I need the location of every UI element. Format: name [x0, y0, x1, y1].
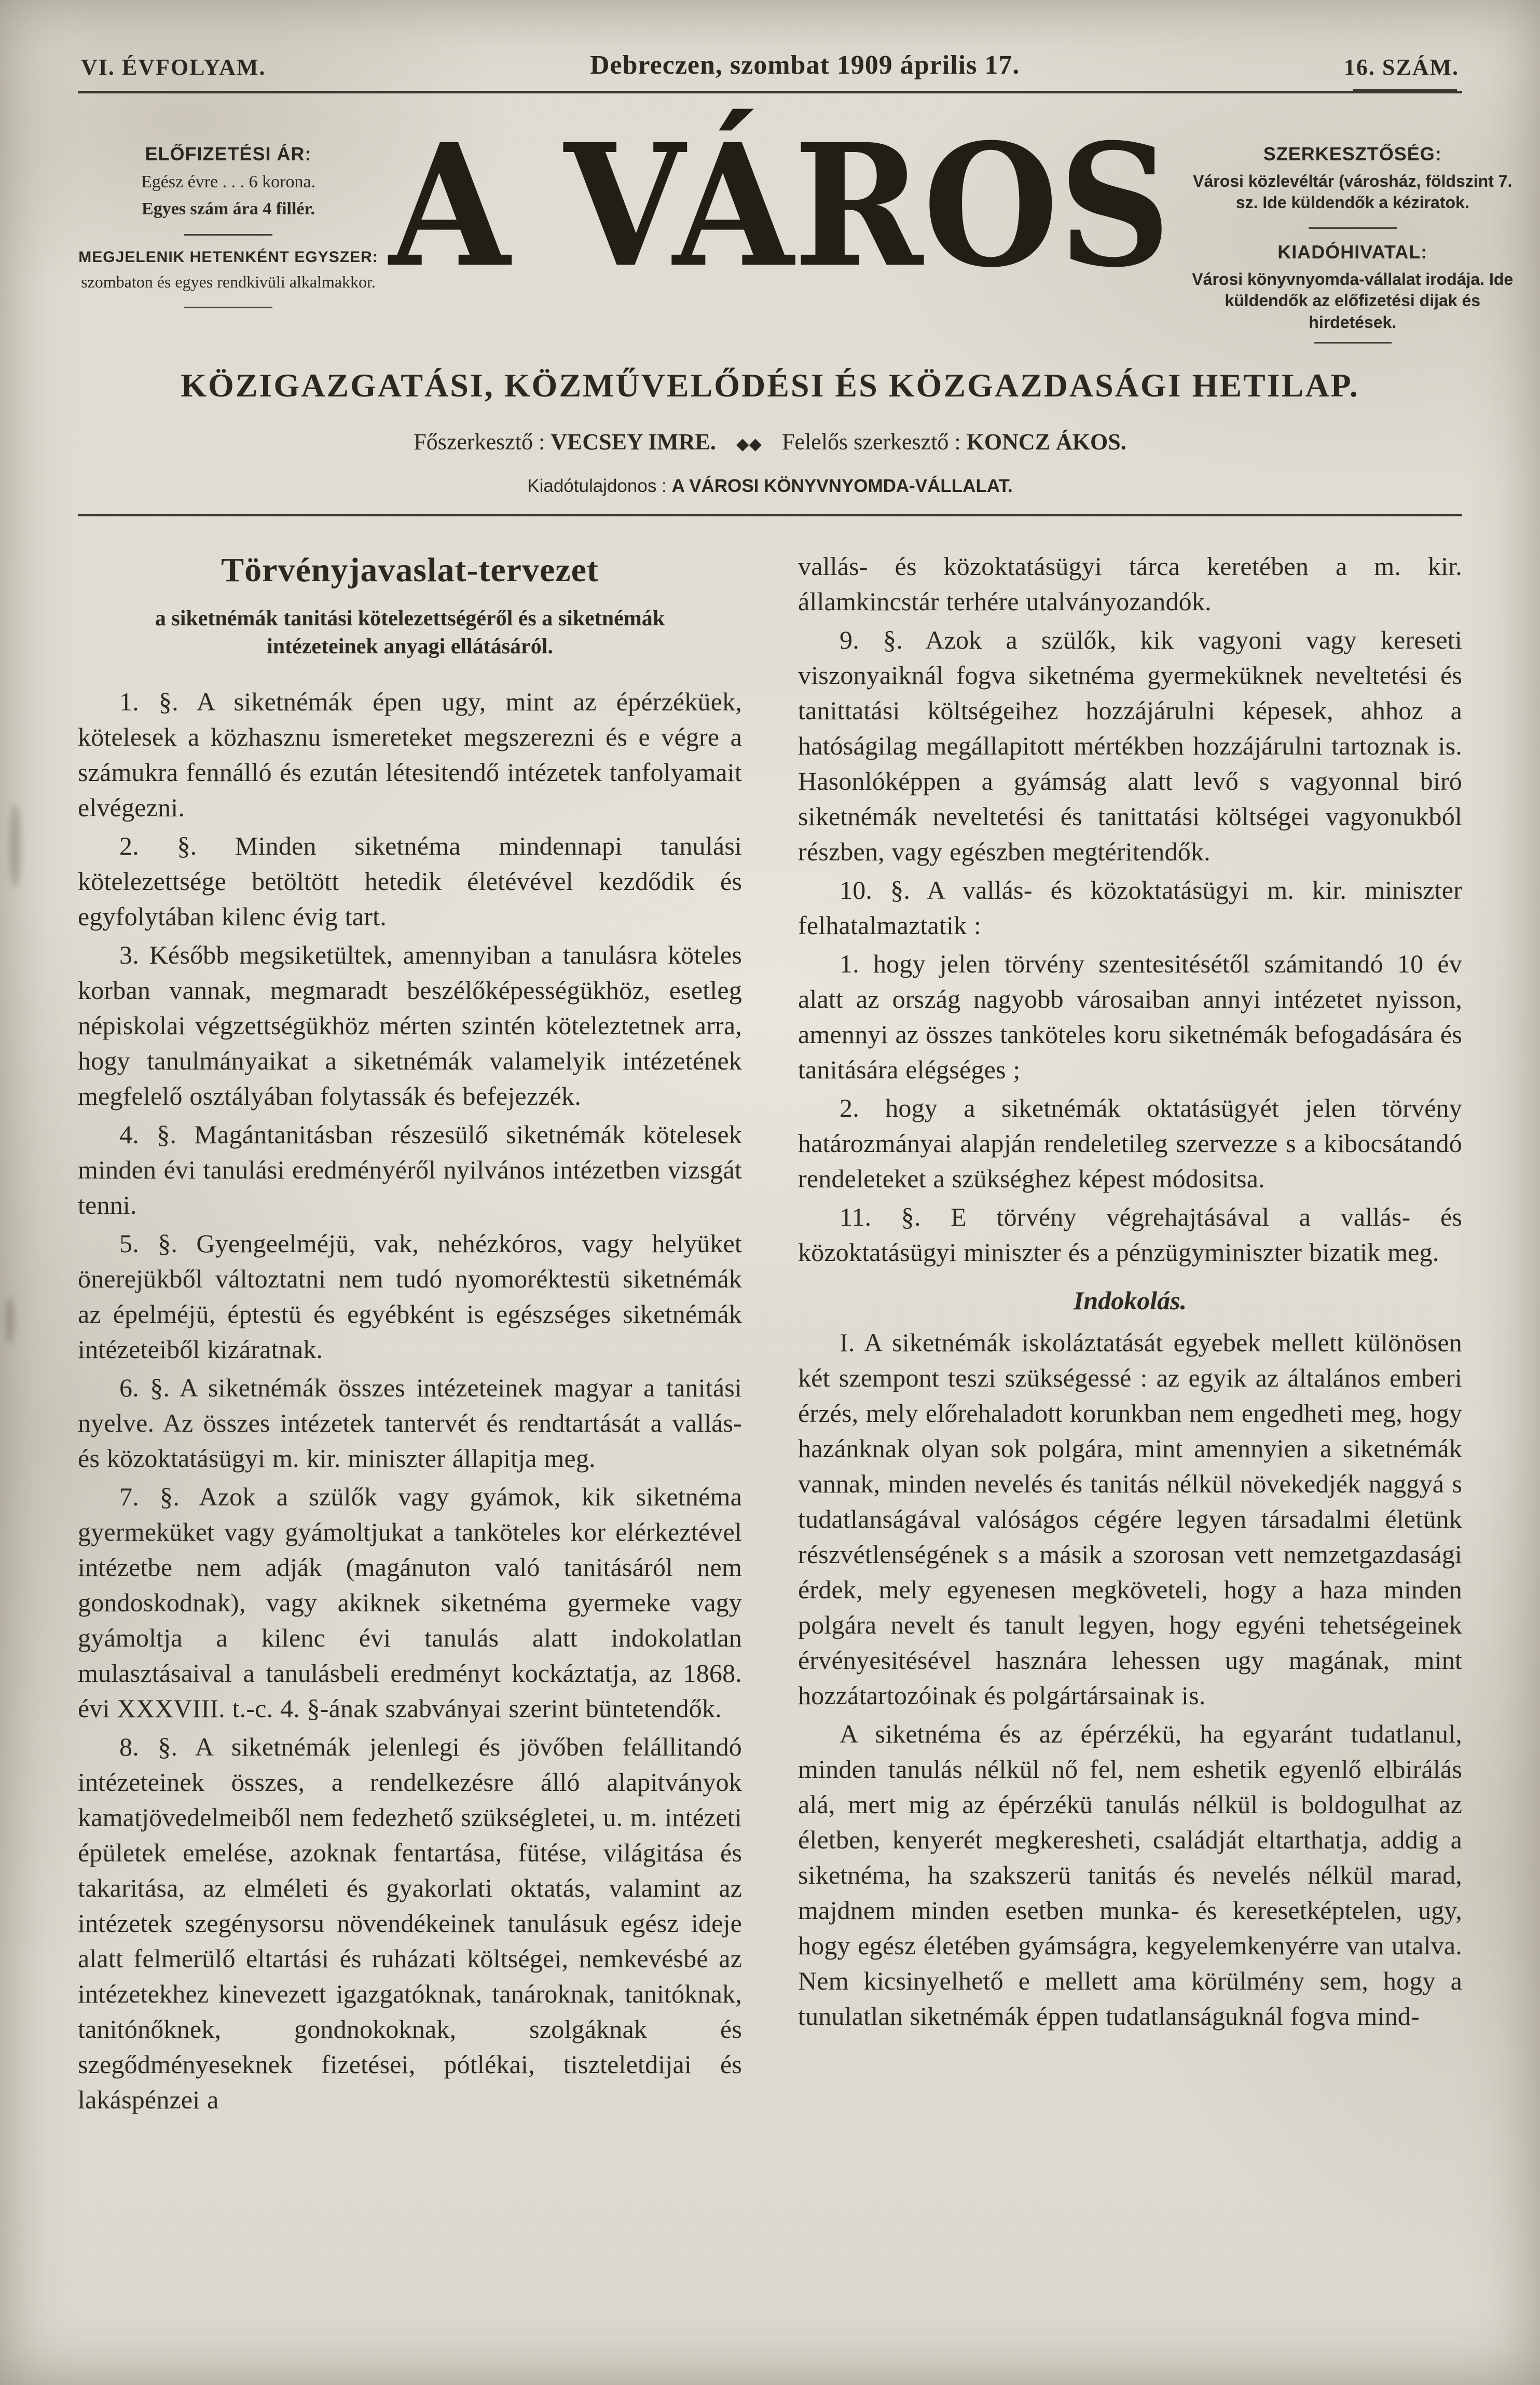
- paragraph: 3. Később megsiketültek, amennyiban a tanulásra köteles korban vannak, megmaradt beszélőképességükhöz, esetleg népiskolai végzettségükhöz mérten szintén köteleztetnek arra, hogy tanulmányaikat a siketnémák valamelyik intézetének megfelelő osztályában folytassák és befejezzék.: [78, 940, 742, 1111]
- paragraph: 1. §. A siketnémák épen ugy, mint az épérzéküek, kötelesek a közhasznu ismereteket megszerezni és e végre a számukra fennálló és ezután létesitendő intézetek tanfolyamait elvégezni.: [78, 687, 742, 822]
- publisher-line: [78, 476, 1462, 497]
- article-columns: [78, 516, 1462, 2117]
- tagline: KÖZIGAZGATÁSI, KÖZMŰVELŐDÉSI ÉS KÖZGAZDASÁGI HETILAP.: [181, 366, 1359, 404]
- diamond-separator-icon: ◆◆: [736, 434, 762, 454]
- paragraph: 9. §. Azok a szülők, kik vagyoni vagy kereseti viszonyaiknál fogva siketnéma gyermeküknek neveltetési és tanittatási költségeihez hozzájárulni képesek, ahhoz a hatóságilag megállapitott mértékben hozzájárulni tartoznak is. Hasonlóképpen a gyámság alatt levő s vagyonnal biró siketnémák neveltetési és tanittatási költségei vagyonukból részben, vagy egészben megtéritendők.: [798, 625, 1462, 866]
- top-header-row: [78, 36, 1462, 91]
- newspaper-title: A VÁROS: [389, 106, 1171, 305]
- left-column: [78, 545, 742, 2117]
- frequency-note: szombaton és egyes rendkivüli alkalmakkor.: [81, 272, 376, 292]
- short-underline-rule: [1314, 342, 1392, 344]
- paragraph: 2. hogy a siketnémák oktatásügyét jelen törvény határozmányai alapján rendeletileg szervezze s a kibocsátandó rendeleteket a szükséghez képest módositsa.: [798, 1093, 1462, 1193]
- paragraph: 11. §. E törvény végrehajtásával a vallás- és közoktatásügyi miniszter és a pénzügyminiszter bizatik meg.: [798, 1202, 1462, 1267]
- subscription-box: [78, 117, 379, 320]
- volume-label: VI. ÉVFOLYAM.: [81, 54, 266, 80]
- responsible-editor-label: Felelős szerkesztő :: [782, 429, 961, 455]
- editorial-office-address: Városi közlevéltár (városház, földszint 7. sz. Ide küldendők a kéziratok.: [1193, 171, 1512, 212]
- paragraph: 10. §. A vallás- és közoktatásügyi m. kir. miniszter felhatalmaztatik :: [798, 875, 1462, 940]
- editorial-office-heading: SZERKESZTŐSÉG:: [1263, 143, 1442, 165]
- paragraph: 7. §. Azok a szülők vagy gyámok, kik siketnéma gyermeküket vagy gyámoltjukat a tanköteles kor elérkeztével intézetbe nem adják (magánuton való tanitásáról nem gondoskodnak), vagy akiknek siketnéma gyermeke vagy gyámoltja a kilenc évi tanulás alatt indokolatlan mulasztásaival a tanulásbeli eredményt kockáztatja, az 1868. évi XXXVIII. t.-c. 4. §-ának szabványai szerint büntetendők.: [78, 1482, 742, 1723]
- paragraph: 5. §. Gyengeelméjü, vak, nehézkóros, vagy helyüket önerejükből változtatni nem tudó nyomoréktestü siketnémák az épelméjü, éptestü és egyébként is egészséges siketnémák intézeteiből kizáratnak.: [78, 1228, 742, 1364]
- paragraph: vallás- és közoktatásügyi tárca keretében a m. kir. államkincstár terhére utalványozandók.: [798, 551, 1462, 616]
- publishing-office-address: Városi könyvnyomda-vállalat irodája. Ide küldendők az előfizetési dijak és hirdetések.: [1192, 269, 1514, 332]
- divider-rule: [184, 234, 272, 236]
- divider-rule: [184, 307, 272, 308]
- dateline: Debreczen, szombat 1909 április 17.: [589, 50, 1020, 80]
- publishing-office-heading: KIADÓHIVATAL:: [1277, 241, 1428, 263]
- paragraph: 4. §. Magántanitásban részesülő siketnémák kötelesek minden évi tanulási eredményéről nyilvános intézetben vizsgát tenni.: [78, 1119, 742, 1219]
- responsible-editor-name: KONCZ ÁKOS.: [966, 429, 1126, 455]
- frequency-heading: MEGJELENIK HETENKÉNT EGYSZER:: [78, 249, 378, 266]
- section-heading-indokolas: Indokolás.: [1073, 1285, 1187, 1315]
- publisher-name: A VÁROSI KÖNYVNYOMDA-VÁLLALAT.: [671, 475, 1013, 496]
- masthead: [78, 93, 1514, 344]
- article-subtitle: a siketnémák tanitási kötelezettségéről és a siketnémák intézeteinek anyagi ellátásáról.: [155, 606, 665, 659]
- subscription-heading: ELŐFIZETÉSI ÁR:: [145, 143, 312, 165]
- subscription-annual-price: Egész évre . . . 6 korona.: [141, 172, 316, 191]
- right-column: [798, 545, 1462, 2117]
- paragraph: A siketnéma és az épérzékü, ha egyaránt tudatlanul, minden tanulás nélkül nő fel, nem eshetik egyenlő elbirálás alá, mert mig az épérzékü tanulás nélkül is boldogulhat az életben, kenyerét megkeresheti, családját eltarthatja, addig a siketnéma, ha szakszerü tanitás és nevelés nélkül marad, majdnem minden esetben munka- és keresetképtelen, ugy, hogy egész életében gyámságra, kegyelemkenyérre van utalva. Nem kicsinyelhető e mellett ama körülmény sem, hogy a tunulatlan siketnémák éppen tudatlanságuknál fogva mind-: [798, 1719, 1462, 2031]
- publisher-label: Kiadótulajdonos :: [527, 475, 667, 496]
- paragraph: 8. §. A siketnémák jelenlegi és jövőben felállitandó intézeteinek összes, a rendelkezésre álló alapitványok kamatjövedelmeiből nem fedezhető szükségletei, u. m. intézeti épületek emelése, azoknak fentartása, fütése, világitása és takaritása, az elméleti és gyakorlati oktatás, valamint az intézetek szegénysorsu növendékeinek tanulásuk egész ideje alatt felmerülő eltartási és ruházati költségei, nemkevésbé az intézetekhez kinevezett igazgatóknak, tanároknak, tanitóknak, tanitónőknek, gondnokoknak, szolgáknak és szegődményeseknek fizetései, pótlékai, tiszteletdijai és lakáspénzei a: [78, 1732, 742, 2114]
- article-title: Törvényjavaslat-tervezet: [221, 551, 599, 589]
- issue-underline-rule: [1353, 89, 1457, 92]
- chief-editor-name: VECSEY IMRE.: [551, 429, 716, 455]
- contact-box: [1181, 117, 1524, 344]
- subscription-single-price: Egyes szám ára 4 fillér.: [142, 199, 315, 218]
- paragraph: 2. §. Minden siketnéma mindennapi tanulási kötelezettsége betöltött hetedik életévével kezdődik és egyfolytában kilenc évig tart.: [78, 831, 742, 931]
- paragraph: 6. §. A siketnémák összes intézeteinek magyar a tanitási nyelve. Az összes intézetek tantervét és rendtartását a vallás- és közoktatásügyi m. kir. miniszter állapitja meg.: [78, 1373, 742, 1473]
- editors-line: [78, 429, 1462, 455]
- paragraph: 1. hogy jelen törvény szentesitésétől számitandó 10 év alatt az ország nagyobb városaiban annyi intézetet nyisson, amennyi az összes tanköteles koru siketnémák befogadására és tanitására elégséges ;: [798, 949, 1462, 1084]
- divider-rule: [1309, 227, 1397, 229]
- paragraph: I. A siketnémák iskoláztatását egyebek mellett különösen két szempont teszi szükségessé : az egyik az általános emberi érzés, mely előrehaladott korunkban nem engedheti meg, hogy hazánknak olyan sok polgára, mint amennyien a siketnémák vannak, minden nevelés és tanitás nélkül növekedjék naggyá s tudatlanságával valóságos cégére legyen társadalmi életünk részvétlenségének s a másik a szorosan vett nemzetgazdasági érdek, mely egyenesen megköveteli, hogy a haza minden polgára nevelt és tanult legyen, hogy egyéni tehetségeinek érvényesitésével hasznára lehessen ugy magának, mint hozzátartozóinak és polgártársainak is.: [798, 1327, 1462, 1710]
- issue-number: 16. SZÁM.: [1343, 54, 1459, 80]
- chief-editor-label: Főszerkesztő :: [414, 429, 545, 455]
